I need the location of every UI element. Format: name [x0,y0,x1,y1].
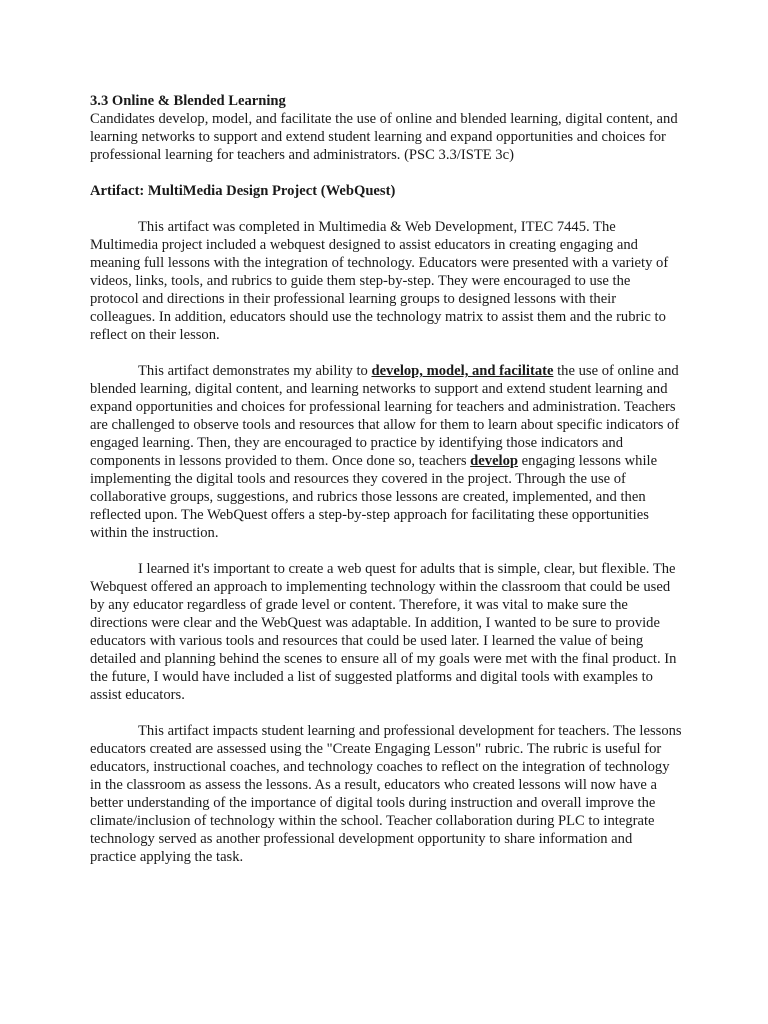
paragraph-text: the use of online and blended learning, digital content, and learning networks to support and extend student learning and expand opportunities and choices for professional learning for teachers and administration. Teachers are challenged to observe tools and resources that allow for them to learn about specific indicators of engaged learning. Then, they are encouraged to practice by identifying those indicators and components in lessons provided to them. Once done so, teachers [90,363,680,469]
paragraph-text: This artifact demonstrates my ability to [138,363,372,379]
emphasized-phrase: develop, model, and facilitate [371,363,554,379]
document-body [90,92,682,884]
section-title: 3.3 Online & Blended Learning [90,93,286,109]
artifact-heading: Artifact: MultiMedia Design Project (WebQuest) [90,183,396,199]
paragraph-artifact-description: This artifact was completed in Multimedia & Web Development, ITEC 7445. The Multimedia project included a webquest designed to assist educators in creating engaging and meaning full lessons with the integration of technology. Educators were presented with a variety of videos, links, tools, and rubrics to guide them step-by-step. They were encouraged to use the protocol and directions in their professional learning groups to designed lessons with their colleagues. In addition, educators should use the technology matrix to assist them and the rubric to reflect on their lesson. [90,219,669,343]
emphasized-word: develop [470,453,519,469]
paragraph-impact: This artifact impacts student learning and professional development for teachers. The lessons educators created are assessed using the "Create Engaging Lesson" rubric. The rubric is useful for educators, instructional coaches, and technology coaches to reflect on the integration of technology in the classroom as assess the lessons. As a result, educators who created lessons will now have a better understanding of the importance of digital tools during instruction and overall improve the climate/inclusion of technology within the school. Teacher collaboration during PLC to integrate technology served as another professional development opportunity to share information and practice applying the task. [90,723,682,865]
paragraph-ability-demonstration [90,362,682,542]
paragraph-lessons-learned: I learned it's important to create a web quest for adults that is simple, clear, but flexible. The Webquest offered an approach to implementing technology within the classroom that could be used by any educator regardless of grade level or content. Therefore, it was vital to make sure the directions were clear and the WebQuest was adaptable. In addition, I wanted to be sure to provide educators with various tools and resources that could be used later. I learned the value of being detailed and planning behind the scenes to ensure all of my goals were met with the final product. In the future, I would have included a list of suggested platforms and digital tools with examples to assist educators. [90,561,677,703]
paragraph-text: engaging lessons while implementing the digital tools and resources they covered in the project. Through the use of collaborative groups, suggestions, and rubrics those lessons are created, implemented, and then reflected upon. The WebQuest offers a step-by-step approach for facilitating these opportunities within the instruction. [90,453,658,541]
standard-description: Candidates develop, model, and facilitate the use of online and blended learning, digital content, and learning networks to support and extend student learning and expand opportunities and choices for professional learning for teachers and administrators. (PSC 3.3/ISTE 3c) [90,111,678,163]
